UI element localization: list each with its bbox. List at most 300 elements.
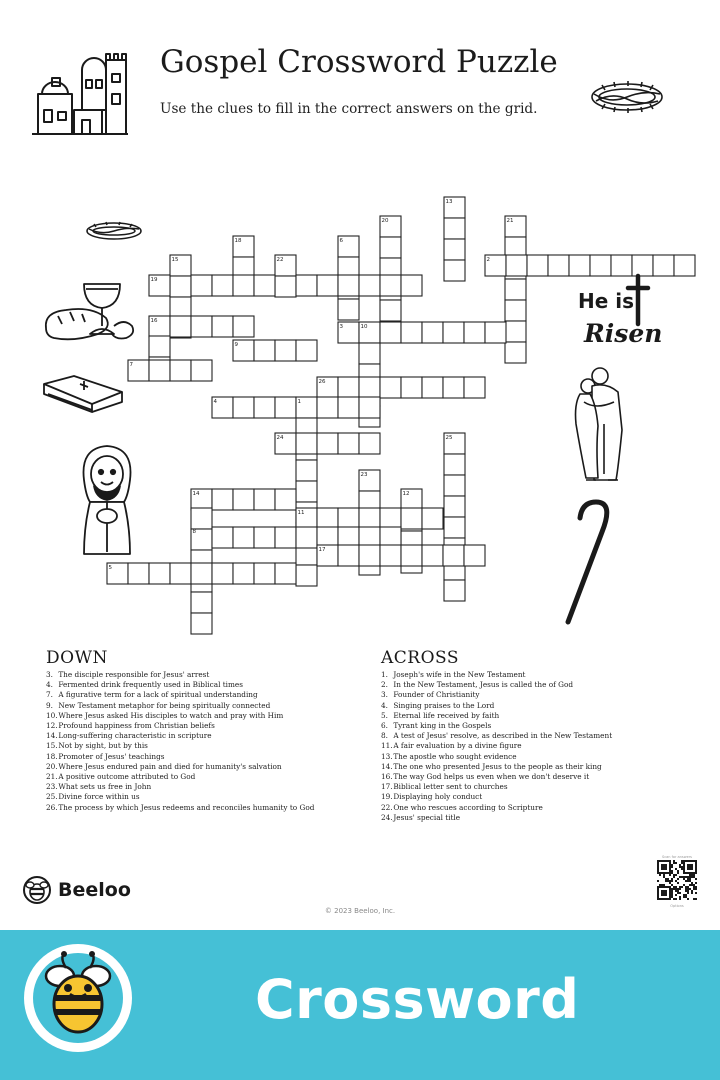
qr-module	[665, 890, 667, 892]
grid-cell[interactable]	[191, 360, 212, 381]
qr-module	[669, 860, 671, 862]
qr-module	[679, 876, 681, 878]
grid-cell[interactable]	[401, 545, 422, 566]
qr-module	[667, 860, 669, 862]
qr-module	[685, 894, 687, 896]
qr-module	[665, 868, 667, 870]
qr-module	[663, 872, 665, 874]
qr-module	[689, 880, 691, 882]
qr-module	[691, 860, 693, 862]
grid-cell[interactable]	[233, 489, 254, 510]
qr-module	[669, 898, 671, 900]
grid-cell[interactable]	[296, 565, 317, 586]
grid-cell[interactable]	[505, 300, 526, 321]
grid-cell[interactable]	[212, 316, 233, 337]
qr-module	[691, 882, 693, 884]
qr-module	[683, 862, 685, 864]
cell-number: 26	[318, 379, 326, 385]
qr-module	[657, 880, 659, 882]
grid-cell[interactable]	[212, 275, 233, 296]
qr-module	[657, 862, 659, 864]
qr-module	[689, 884, 691, 886]
down-clue	[46, 803, 314, 813]
grid-cell[interactable]	[338, 508, 359, 529]
qr-module	[669, 880, 671, 882]
grid-cell[interactable]	[296, 340, 317, 361]
grid-cell[interactable]	[359, 508, 380, 529]
grid-cell[interactable]	[422, 322, 443, 343]
clue-text: The disciple responsible for Jesus' arrest	[56, 670, 210, 679]
grid-cell[interactable]	[443, 377, 464, 398]
qr-module	[659, 872, 661, 874]
qr-module	[661, 864, 663, 866]
qr-module	[673, 876, 675, 878]
clue-number: 5.	[381, 710, 388, 720]
grid-cell[interactable]	[233, 563, 254, 584]
brand-logo[interactable]	[22, 874, 131, 906]
grid-cell[interactable]	[401, 275, 422, 296]
cell-number: 12	[402, 491, 410, 497]
qr-module	[677, 890, 679, 892]
clue-number: 3.	[381, 690, 388, 700]
qr-module	[671, 864, 673, 866]
qr-module	[663, 898, 665, 900]
clue-number: 6.	[381, 721, 388, 731]
qr-code-icon[interactable]	[657, 860, 697, 900]
risen-text: Risen	[584, 319, 663, 348]
qr-module	[671, 896, 673, 898]
grid-cell[interactable]	[422, 545, 443, 566]
grid-cell[interactable]	[212, 527, 233, 548]
clue-number: 21.	[46, 772, 58, 782]
qr-module	[683, 876, 685, 878]
qr-module	[657, 864, 659, 866]
grid-cell[interactable]	[191, 508, 212, 529]
qr-caption-bottom: Options	[670, 904, 684, 908]
qr-module	[695, 872, 697, 874]
grid-cell[interactable]	[359, 275, 380, 296]
clue-number: 16.	[381, 772, 393, 782]
grid-cell[interactable]	[444, 496, 465, 517]
qr-module	[681, 860, 683, 862]
grid-cell[interactable]	[464, 322, 485, 343]
grid-cell[interactable]	[380, 275, 401, 296]
grid-cell[interactable]	[444, 475, 465, 496]
qr-module	[669, 890, 671, 892]
qr-module	[665, 866, 667, 868]
grid-cell[interactable]	[254, 563, 275, 584]
across-clue	[381, 752, 612, 762]
clue-text: New Testament metaphor for being spiritually connected	[56, 700, 271, 710]
qr-module	[695, 892, 697, 894]
clue-text: Promoter of Jesus' teachings	[56, 751, 165, 761]
down-clue	[46, 690, 314, 700]
grid-cell[interactable]	[380, 508, 401, 529]
qr-module	[687, 872, 689, 874]
qr-module	[667, 872, 669, 874]
qr-module	[669, 888, 671, 890]
qr-module	[661, 894, 663, 896]
qr-module	[687, 876, 689, 878]
qr-module	[657, 896, 659, 898]
clue-number: 24.	[381, 812, 393, 822]
qr-module	[657, 890, 659, 892]
grid-cell[interactable]	[464, 377, 485, 398]
qr-module	[657, 888, 659, 890]
across-clue-list	[381, 670, 612, 823]
qr-module	[691, 872, 693, 874]
grid-cell[interactable]	[275, 340, 296, 361]
grid-cell[interactable]	[338, 299, 359, 320]
grid-cell[interactable]	[275, 489, 296, 510]
down-clue-list	[46, 670, 314, 813]
grid-cell[interactable]	[317, 433, 338, 454]
qr-module	[661, 886, 663, 888]
qr-module	[677, 882, 679, 884]
qr-module	[691, 868, 693, 870]
cell-number: 6	[339, 238, 343, 244]
grid-cell[interactable]	[380, 237, 401, 258]
qr-module	[689, 888, 691, 890]
grid-cell[interactable]	[359, 433, 380, 454]
grid-cell[interactable]	[338, 377, 359, 398]
grid-cell[interactable]	[149, 336, 170, 357]
grid-cell[interactable]	[444, 218, 465, 239]
across-clue	[381, 762, 612, 772]
down-clue	[46, 721, 314, 731]
grid-cell[interactable]	[254, 527, 275, 548]
down-clue	[46, 731, 314, 741]
bee-logo-icon	[22, 875, 52, 905]
qr-module	[689, 864, 691, 866]
grid-cell[interactable]	[317, 275, 338, 296]
qr-module	[685, 876, 687, 878]
qr-module	[693, 888, 695, 890]
grid-cell[interactable]	[359, 343, 380, 364]
qr-module	[687, 898, 689, 900]
grid-cell[interactable]	[191, 592, 212, 613]
grid-cell[interactable]	[275, 563, 296, 584]
qr-module	[695, 868, 697, 870]
grid-cell[interactable]	[338, 275, 359, 296]
he-is-risen-cross-icon	[576, 272, 668, 350]
grid-cell[interactable]	[422, 508, 443, 529]
qr-module	[685, 896, 687, 898]
grid-cell[interactable]	[170, 563, 191, 584]
qr-module	[683, 870, 685, 872]
clue-number: 25.	[46, 792, 58, 802]
qr-module	[659, 860, 661, 862]
grid-cell[interactable]	[191, 563, 212, 584]
cell-number: 9	[234, 342, 238, 348]
grid-cell[interactable]	[317, 508, 338, 529]
clue-text: Eternal life received by faith	[391, 710, 500, 720]
across-clue	[381, 792, 612, 802]
grid-cell[interactable]	[443, 322, 464, 343]
qr-module	[681, 866, 683, 868]
across-clue	[381, 721, 612, 731]
grid-cell[interactable]	[422, 377, 443, 398]
qr-module	[679, 864, 681, 866]
grid-cell[interactable]	[296, 275, 317, 296]
grid-cell[interactable]	[191, 316, 212, 337]
qr-module	[687, 890, 689, 892]
qr-module	[691, 890, 693, 892]
qr-module	[669, 894, 671, 896]
clue-number: 7.	[46, 690, 53, 700]
grid-cell[interactable]	[380, 322, 401, 343]
qr-module	[665, 860, 667, 862]
qr-module	[657, 866, 659, 868]
qr-module	[663, 890, 665, 892]
grid-cell[interactable]	[275, 276, 296, 297]
qr-module	[683, 864, 685, 866]
grid-cell[interactable]	[254, 397, 275, 418]
grid-cell[interactable]	[401, 377, 422, 398]
clue-text: Joseph's wife in the New Testament	[391, 670, 526, 679]
qr-module	[675, 894, 677, 896]
grid-cell[interactable]	[296, 527, 317, 548]
grid-cell[interactable]	[149, 563, 170, 584]
grid-cell[interactable]	[296, 433, 317, 454]
qr-module	[677, 870, 679, 872]
across-clue	[381, 813, 612, 823]
qr-module	[683, 866, 685, 868]
grid-cell[interactable]	[359, 397, 380, 418]
clue-number: 4.	[46, 680, 53, 690]
qr-module	[665, 878, 667, 880]
down-heading: DOWN	[46, 648, 108, 668]
clue-text: Long-suffering characteristic in scripture	[56, 731, 212, 741]
grid-cell[interactable]	[505, 342, 526, 363]
qr-module	[657, 886, 659, 888]
brand-name: Beeloo	[58, 879, 131, 901]
qr-module	[665, 872, 667, 874]
qr-module	[695, 866, 697, 868]
qr-module	[691, 892, 693, 894]
qr-module	[681, 876, 683, 878]
clue-number: 4.	[381, 700, 388, 710]
qr-module	[671, 872, 673, 874]
qr-module	[693, 860, 695, 862]
qr-module	[677, 872, 679, 874]
qr-module	[689, 872, 691, 874]
grid-cell[interactable]	[191, 275, 212, 296]
grid-cell[interactable]	[170, 297, 191, 318]
grid-cell[interactable]	[212, 489, 233, 510]
grid-cell[interactable]	[444, 580, 465, 601]
down-clue	[46, 752, 314, 762]
grid-cell[interactable]	[233, 275, 254, 296]
cell-number: 19	[150, 277, 158, 283]
cell-number: 1	[297, 399, 301, 405]
grid-cell[interactable]	[380, 377, 401, 398]
qr-module	[671, 884, 673, 886]
grid-cell[interactable]	[443, 545, 464, 566]
grid-cell[interactable]	[338, 545, 359, 566]
qr-module	[669, 868, 671, 870]
qr-module	[691, 876, 693, 878]
grid-cell[interactable]	[254, 340, 275, 361]
qr-module	[689, 866, 691, 868]
qr-module	[667, 898, 669, 900]
qr-module	[693, 872, 695, 874]
clue-text: Fermented drink frequently used in Biblical times	[56, 680, 243, 690]
grid-cell[interactable]	[296, 460, 317, 481]
qr-module	[687, 864, 689, 866]
grid-cell[interactable]	[275, 397, 296, 418]
grid-cell[interactable]	[505, 279, 526, 300]
cell-number: 20	[381, 218, 389, 224]
qr-module	[687, 880, 689, 882]
grid-cell[interactable]	[401, 322, 422, 343]
grid-cell[interactable]	[548, 255, 569, 276]
qr-module	[665, 898, 667, 900]
qr-module	[687, 860, 689, 862]
qr-module	[663, 864, 665, 866]
qr-module	[681, 862, 683, 864]
grid-cell[interactable]	[444, 260, 465, 281]
grid-cell[interactable]	[296, 481, 317, 502]
qr-module	[675, 888, 677, 890]
grid-cell[interactable]	[233, 527, 254, 548]
qr-module	[673, 886, 675, 888]
qr-module	[693, 898, 695, 900]
grid-cell[interactable]	[359, 377, 380, 398]
grid-cell[interactable]	[506, 255, 527, 276]
grid-cell[interactable]	[149, 360, 170, 381]
grid-cell[interactable]	[275, 527, 296, 548]
grid-cell[interactable]	[380, 545, 401, 566]
qr-module	[675, 874, 677, 876]
grid-cell[interactable]	[359, 545, 380, 566]
qr-module	[679, 892, 681, 894]
qr-module	[691, 864, 693, 866]
cell-number: 25	[445, 435, 453, 441]
qr-module	[675, 898, 677, 900]
grid-cell[interactable]	[338, 433, 359, 454]
grid-cell[interactable]	[170, 360, 191, 381]
qr-module	[661, 860, 663, 862]
qr-module	[663, 876, 665, 878]
down-clue	[46, 711, 314, 721]
cell-number: 11	[297, 510, 305, 516]
grid-cell[interactable]	[485, 322, 506, 343]
qr-module	[665, 886, 667, 888]
grid-cell[interactable]	[254, 489, 275, 510]
across-clue	[381, 731, 612, 741]
grid-cell[interactable]	[233, 316, 254, 337]
across-clue	[381, 803, 612, 813]
grid-cell[interactable]	[254, 275, 275, 296]
qr-module	[693, 874, 695, 876]
qr-module	[695, 888, 697, 890]
qr-module	[667, 878, 669, 880]
grid-cell[interactable]	[128, 563, 149, 584]
qr-module	[669, 872, 671, 874]
grid-cell[interactable]	[170, 276, 191, 297]
father-embracing-son-icon	[570, 364, 630, 484]
across-clue	[381, 701, 612, 711]
qr-module	[665, 864, 667, 866]
down-clue	[46, 772, 314, 782]
clue-text: The apostle who sought evidence	[391, 751, 517, 761]
grid-cell[interactable]	[191, 613, 212, 634]
clue-number: 17.	[381, 782, 393, 792]
qr-module	[661, 868, 663, 870]
clue-text: What sets us free in John	[56, 782, 152, 792]
clue-text: Founder of Christianity	[391, 690, 480, 700]
grid-cell[interactable]	[401, 508, 422, 529]
qr-module	[687, 888, 689, 890]
qr-code-block[interactable]	[654, 855, 700, 909]
qr-module	[695, 864, 697, 866]
clue-number: 23.	[46, 782, 58, 792]
qr-module	[677, 888, 679, 890]
grid-cell[interactable]	[444, 517, 465, 538]
qr-module	[687, 892, 689, 894]
down-clue	[46, 782, 314, 792]
across-clue	[381, 782, 612, 792]
grid-cell[interactable]	[233, 397, 254, 418]
clue-text: Singing praises to the Lord	[391, 700, 495, 710]
down-clue	[46, 792, 314, 802]
qr-module	[675, 886, 677, 888]
grid-cell[interactable]	[444, 239, 465, 260]
down-clue	[46, 762, 314, 772]
cell-number: 3	[339, 324, 343, 330]
qr-module	[665, 880, 667, 882]
bread-and-chalice-icon	[44, 278, 140, 344]
cell-number: 23	[360, 472, 368, 478]
qr-module	[657, 870, 659, 872]
qr-module	[691, 874, 693, 876]
qr-module	[677, 892, 679, 894]
grid-cell[interactable]	[338, 397, 359, 418]
grid-cell[interactable]	[527, 255, 548, 276]
qr-module	[669, 870, 671, 872]
qr-module	[657, 892, 659, 894]
qr-module	[681, 868, 683, 870]
qr-module	[673, 860, 675, 862]
bee-mascot-icon	[22, 942, 134, 1054]
qr-module	[679, 888, 681, 890]
qr-module	[671, 878, 673, 880]
qr-module	[685, 860, 687, 862]
grid-cell[interactable]	[674, 255, 695, 276]
grid-cell[interactable]	[170, 316, 191, 337]
clue-number: 12.	[46, 721, 58, 731]
qr-module	[695, 878, 697, 880]
qr-module	[693, 886, 695, 888]
grid-cell[interactable]	[317, 397, 338, 418]
grid-cell[interactable]	[444, 454, 465, 475]
across-clue	[381, 670, 612, 680]
qr-module	[683, 896, 685, 898]
page-subtitle: Use the clues to fill in the correct answers on the grid.	[160, 101, 538, 117]
down-clue	[46, 670, 314, 680]
grid-cell[interactable]	[212, 563, 233, 584]
qr-module	[657, 898, 659, 900]
grid-cell[interactable]	[380, 300, 401, 321]
grid-cell[interactable]	[505, 321, 526, 342]
qr-module	[661, 898, 663, 900]
clue-number: 15.	[46, 741, 58, 751]
clue-text: One who rescues according to Scripture	[391, 802, 543, 812]
clue-number: 22.	[381, 802, 393, 812]
jesus-figure-icon	[74, 440, 140, 558]
grid-cell[interactable]	[464, 545, 485, 566]
